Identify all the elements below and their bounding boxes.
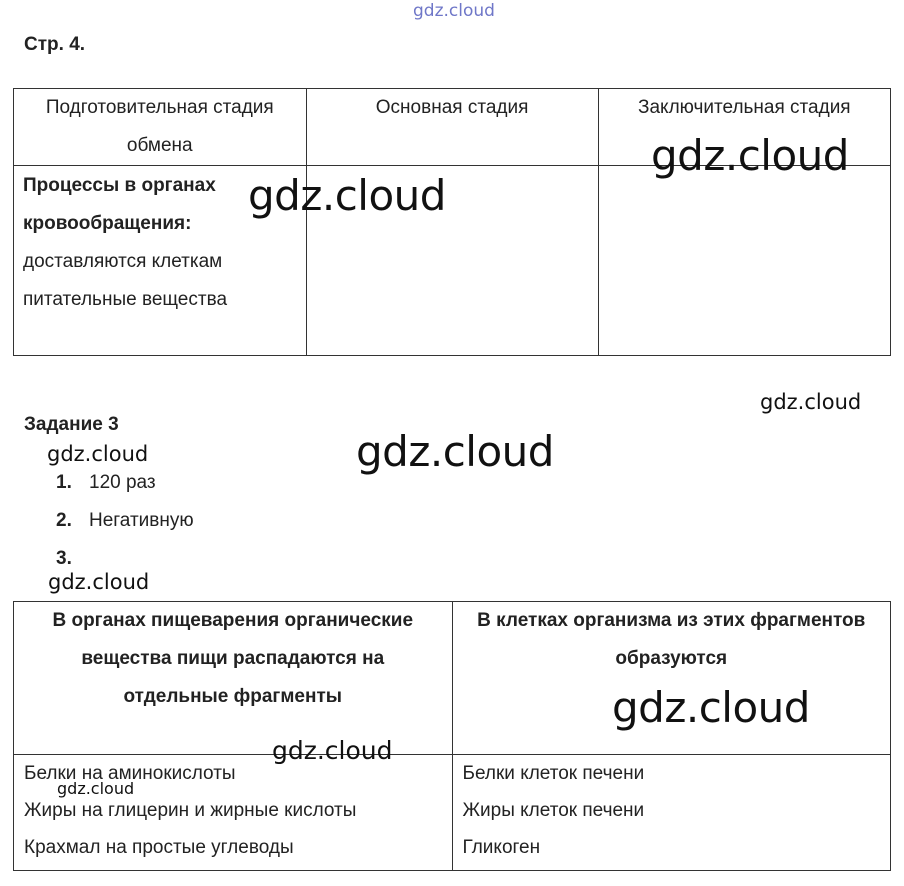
list-item: Белки клеток печени <box>462 763 645 784</box>
watermark: gdz.cloud <box>48 570 150 594</box>
list-item: Белки на аминокислоты <box>24 763 236 784</box>
watermark: gdz.cloud <box>356 427 554 476</box>
header-final-stage-text: Заключительная стадия <box>638 97 851 118</box>
watermark: gdz.cloud <box>248 171 446 220</box>
header-digestion-text: В органах пищеварения органические вещества пищи распадаются на отдельные фрагменты <box>52 610 414 707</box>
header-preparatory-stage-text: Подготовительная стадия обмена <box>45 97 274 156</box>
digestion-products-cell <box>14 755 453 871</box>
watermark: gdz.cloud <box>651 131 849 180</box>
list-item: Жиры на глицерин и жирные кислоты <box>24 800 357 821</box>
list-item: Гликоген <box>462 837 541 858</box>
answer-item <box>56 510 194 532</box>
stages-table <box>13 88 891 356</box>
page-title: Стр. 4. <box>24 34 86 55</box>
header-digestion <box>14 602 453 755</box>
watermark: gdz.cloud <box>57 779 135 798</box>
list-item: Жиры клеток печени <box>462 800 645 821</box>
answer-number: 1. <box>56 472 72 493</box>
answer-number: 3. <box>56 548 72 569</box>
circulation-processes-heading: Процессы в органах кровообращения: <box>23 175 216 234</box>
answer-text: Негативную <box>89 510 194 531</box>
watermark: gdz.cloud <box>272 736 393 765</box>
circulation-processes-text: доставляются клеткам питательные вещества <box>23 251 228 310</box>
watermark: gdz.cloud <box>47 442 149 466</box>
watermark: gdz.cloud <box>612 683 810 732</box>
task-title: Задание 3 <box>24 414 119 435</box>
answer-text: 120 раз <box>89 472 156 493</box>
list-item: Крахмал на простые углеводы <box>24 837 294 858</box>
cell-final-stage <box>598 166 890 356</box>
header-preparatory-stage <box>14 89 307 166</box>
cell-synthesis-cell <box>452 755 891 871</box>
watermark: gdz.cloud <box>760 390 862 414</box>
header-main-stage <box>306 89 598 166</box>
digestion-table <box>13 601 891 871</box>
watermark-top: gdz.cloud <box>413 1 495 21</box>
header-cells-text: В клетках организма из этих фрагментов образуются <box>477 610 866 669</box>
answer-item <box>56 472 156 494</box>
answer-number: 2. <box>56 510 72 531</box>
header-main-stage-text: Основная стадия <box>375 97 529 118</box>
answer-item <box>56 548 89 570</box>
